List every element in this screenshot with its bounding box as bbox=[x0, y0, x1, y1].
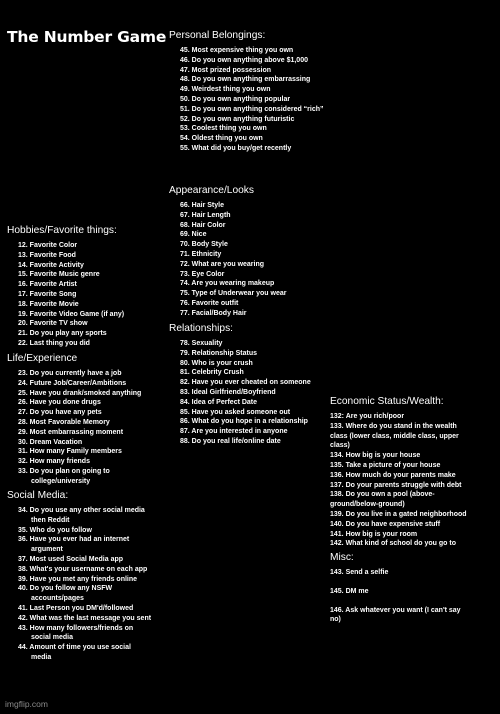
appearance-item: 67. Hair Length bbox=[180, 211, 231, 219]
appearance-item: 76. Favorite outfit bbox=[180, 299, 239, 307]
relationships-item: 86. What do you hope in a relationship bbox=[180, 418, 308, 426]
appearance-item: 68. Hair Color bbox=[180, 221, 226, 229]
relationships-item: 80. Who is your crush bbox=[180, 359, 253, 367]
hobbies-item: 19. Favorite Video Game (if any) bbox=[18, 310, 125, 318]
social-item: 44. Amount of time you use social media bbox=[18, 644, 131, 661]
social-item: 38. What's your username on each app bbox=[18, 565, 148, 573]
economic-item: 138. Do you own a pool (above-ground/below-ground) bbox=[330, 491, 435, 509]
misc-item: 146. Ask whatever you want (I can't say no) bbox=[330, 606, 461, 624]
economic-item: 132: Are you rich/poor bbox=[330, 413, 405, 420]
hobbies-item: 21. Do you play any sports bbox=[18, 330, 107, 338]
appearance-item: 71. Ethnicity bbox=[180, 250, 222, 258]
hobbies-item: 22. Last thing you did bbox=[18, 339, 90, 347]
social-item: 34. Do you use any other social media then Reddit bbox=[18, 507, 145, 524]
hobbies-item: 16. Favorite Artist bbox=[18, 281, 77, 289]
life-item: 26. Have you done drugs bbox=[18, 399, 101, 407]
belongings-item: 55. What did you buy/get recently bbox=[180, 144, 292, 152]
social-item: 37. Most used Social Media app bbox=[18, 555, 124, 563]
imgflip-watermark: imgflip.com bbox=[5, 699, 48, 709]
hobbies-item: 14. Favorite Activity bbox=[18, 261, 84, 269]
life-section bbox=[7, 352, 157, 487]
appearance-item: 69. Nice bbox=[180, 231, 207, 239]
life-item: 23. Do you currently have a job bbox=[18, 370, 122, 377]
life-item: 27. Do you have any pets bbox=[18, 409, 102, 417]
life-item: 31. How many Family members bbox=[18, 448, 122, 456]
life-item: 33. Do you plan on going to college/university bbox=[18, 467, 110, 485]
hobbies-item: 17. Favorite Song bbox=[18, 290, 77, 298]
life-list bbox=[7, 369, 157, 487]
social-item: 40. Do you follow any NSFW accounts/pages bbox=[18, 585, 113, 603]
belongings-item: 49. Weirdest thing you own bbox=[180, 86, 271, 94]
economic-item: 136. How much do your parents make bbox=[330, 471, 456, 479]
relationships-heading: Relationships: bbox=[169, 323, 233, 334]
misc-item: 143. Send a selfie bbox=[330, 569, 389, 576]
relationships-item: 79. Relationship Status bbox=[180, 349, 258, 357]
economic-item: 139. Do you live in a gated neighborhood bbox=[330, 510, 467, 518]
economic-item: 134. How big is your house bbox=[330, 452, 421, 460]
appearance-section bbox=[169, 184, 334, 319]
belongings-item: 52. Do you own anything futuristic bbox=[180, 115, 295, 123]
social-item: 42. What was the last message you sent bbox=[18, 614, 152, 622]
misc-item: 145. DM me bbox=[330, 587, 369, 595]
relationships-item: 88. Do you real life/online date bbox=[180, 437, 281, 445]
life-item: 29. Most embarrassing moment bbox=[18, 428, 124, 436]
relationships-section bbox=[169, 322, 319, 447]
hobbies-list bbox=[7, 241, 157, 349]
social-item: 36. Have you ever had an internet argument bbox=[18, 536, 130, 554]
economic-heading: Economic Status/Wealth: bbox=[330, 396, 444, 407]
misc-heading: Misc: bbox=[330, 552, 354, 563]
life-item: 30. Dream Vacation bbox=[18, 438, 83, 446]
social-section bbox=[7, 489, 152, 663]
appearance-item: 70. Body Style bbox=[180, 241, 228, 249]
relationships-item: 85. Have you asked someone out bbox=[180, 408, 291, 416]
life-item: 28. Most Favorable Memory bbox=[18, 418, 110, 426]
hobbies-section bbox=[7, 224, 157, 349]
appearance-item: 72. What are you wearing bbox=[180, 260, 265, 268]
hobbies-item: 18. Favorite Movie bbox=[18, 300, 79, 308]
life-item: 25. Have you drank/smoked anything bbox=[18, 389, 142, 397]
social-item: 39. Have you met any friends online bbox=[18, 575, 138, 583]
appearance-item: 74. Are you wearing makeup bbox=[180, 280, 275, 288]
belongings-item: 54. Oldest thing you own bbox=[180, 135, 263, 143]
belongings-item: 53. Coolest thing you own bbox=[180, 125, 267, 133]
belongings-list bbox=[169, 46, 334, 154]
economic-item: 135. Take a picture of your house bbox=[330, 461, 441, 469]
belongings-heading: Personal Belongings: bbox=[169, 30, 266, 41]
belongings-item: 46. Do you own anything above $1,000 bbox=[180, 56, 308, 64]
belongings-item: 45. Most expensive thing you own bbox=[180, 47, 294, 54]
belongings-item: 51. Do you own anything considered “rich” bbox=[180, 105, 324, 113]
economic-item: 137. Do your parents struggle with debt bbox=[330, 481, 462, 489]
hobbies-item: 20. Favorite TV show bbox=[18, 320, 88, 328]
social-item: 43. How many followers/friends on social media bbox=[18, 624, 134, 642]
social-item: 35. Who do you follow bbox=[18, 526, 92, 534]
page-title: The Number Game bbox=[7, 28, 167, 46]
relationships-item: 84. Idea of Perfect Date bbox=[180, 398, 258, 406]
appearance-item: 77. Facial/Body Hair bbox=[180, 309, 247, 317]
belongings-item: 47. Most prized possession bbox=[180, 66, 272, 74]
appearance-item: 75. Type of Underwear you wear bbox=[180, 290, 287, 298]
life-heading: Life/Experience bbox=[7, 353, 78, 364]
hobbies-item: 13. Favorite Food bbox=[18, 251, 76, 259]
appearance-list bbox=[169, 201, 334, 319]
social-item: 41. Last Person you DM'd/followed bbox=[18, 604, 134, 612]
hobbies-item: 15. Favorite Music genre bbox=[18, 271, 100, 279]
economic-item: 133. Where do you stand in the wealth class (lower class, middle class, upper class) bbox=[330, 422, 459, 450]
relationships-item: 83. Ideal Girlfriend/Boyfriend bbox=[180, 388, 276, 396]
belongings-item: 48. Do you own anything embarrassing bbox=[180, 76, 311, 84]
life-item: 24. Future Job/Career/Ambitions bbox=[18, 379, 127, 387]
relationships-item: 78. Sexuality bbox=[180, 340, 223, 347]
economic-item: 140. Do you have expensive stuff bbox=[330, 520, 441, 528]
relationships-item: 81. Celebrity Crush bbox=[180, 369, 244, 377]
belongings-item: 50. Do you own anything popular bbox=[180, 95, 291, 103]
social-list bbox=[7, 506, 152, 663]
appearance-item: 66. Hair Style bbox=[180, 202, 224, 209]
appearance-item: 73. Eye Color bbox=[180, 270, 225, 278]
economic-item: 142. What kind of school do you go to bbox=[330, 540, 456, 548]
life-item: 32. How many friends bbox=[18, 458, 90, 466]
misc-section bbox=[330, 551, 467, 625]
economic-list bbox=[330, 412, 467, 549]
hobbies-item: 12. Favorite Color bbox=[18, 242, 78, 249]
economic-item: 141. How big is your room bbox=[330, 530, 418, 538]
relationships-item: 87. Are you interested in anyone bbox=[180, 428, 288, 436]
social-heading: Social Media: bbox=[7, 490, 69, 501]
relationships-list bbox=[169, 339, 319, 447]
hobbies-heading: Hobbies/Favorite things: bbox=[7, 225, 117, 236]
misc-list bbox=[330, 568, 467, 625]
belongings-section bbox=[169, 29, 334, 154]
economic-section bbox=[330, 395, 467, 549]
relationships-item: 82. Have you ever cheated on someone bbox=[180, 379, 311, 387]
appearance-heading: Appearance/Looks bbox=[169, 185, 254, 196]
